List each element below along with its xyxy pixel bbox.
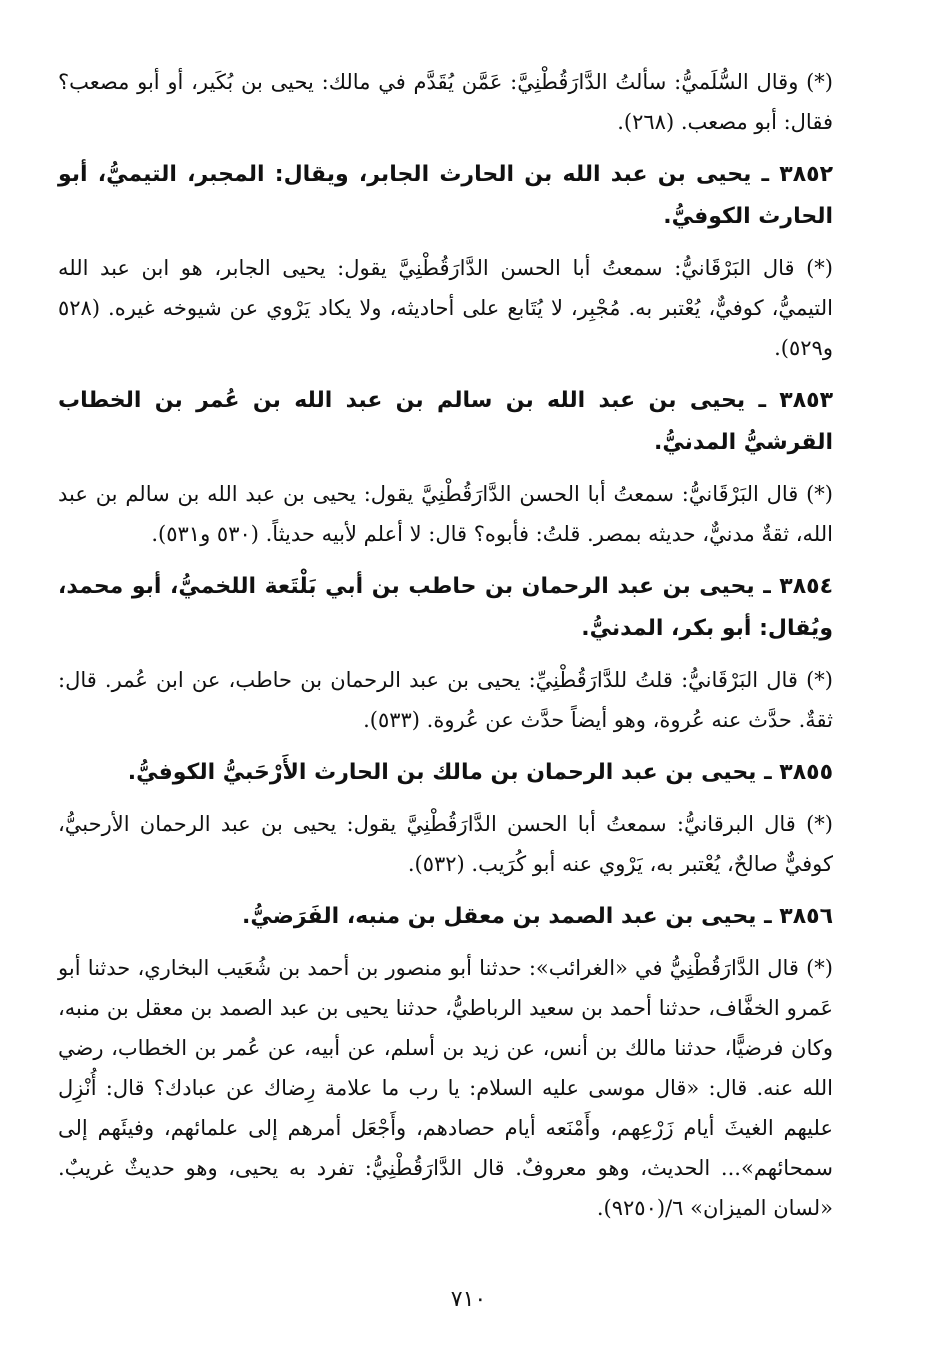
entry-heading: ٣٨٥٤ ـ يحيى بن عبد الرحمان بن حاطب بن أبي بَلْتَعة اللخميُّ، أبو محمد، ويُقال: أبو بكر، المدنيُّ.	[58, 574, 833, 641]
entry-text: (*) قال البرقانيُّ: سمعتُ أبا الحسن الدَّارَقُطْنِيَّ يقول: يحيى بن عبد الرحمان الأرحبيُّ، كوفيٌّ صالحٌ، يُعْتبر به، يَرْوي عنه أبو كُرَيب. (٥٣٢).	[58, 812, 833, 876]
entry-text: (*) قال الدَّارَقُطْنِيُّ في «الغرائب»: حدثنا أبو منصور بن أحمد بن شُعَيب البخاري، حدثنا أبو عَمرو الخفَّاف، حدثنا أحمد بن سعيد الرباطيُّ، حدثنا يحيى بن عبد الصمد بن معقل بن منبه، وكان فرضيًّا، حدثنا مالك بن أنس، عن زيد بن أسلم، عن أبيه، عن عُمر بن الخطاب، رضي الله عنه. قال: «قال موسى عليه السلام: يا رب ما علامة رِضاك عن عبادك؟ قال: أُنْزِل عليهم الغيثَ أيام زَرْعِهم، وأَمْنَعه أيام حصادهم، وأَجْعَل أمرهم إلى علمائهم، وفيئَهم إلى سمحائهم»... الحديث، وهو معروفٌ. قال الدَّارَقُطْنِيُّ: تفرد به يحيى، وهو حديثٌ غريبٌ. «لسان الميزان» ٦/(٩٢٥٠).	[58, 956, 833, 1220]
entry-heading: ٣٨٥٦ ـ يحيى بن عبد الصمد بن معقل بن منبه، الفَرَضيُّ.	[242, 904, 833, 929]
entry-text: (*) قال البَرْقَانيُّ: سمعتُ أبا الحسن الدَّارَقُطْنِيَّ يقول: يحيى الجابر، هو ابن عبد الله التيميُّ، كوفيٌّ، يُعْتبر به. مُجْبِر، لا يُتَابع على أحاديثه، ولا يكاد يَرْوي عن شيوخه غيره. (٥٢٨ و٥٢٩).	[58, 256, 833, 360]
entry-heading: ٣٨٥٢ ـ يحيى بن عبد الله بن الحارث الجابر، ويقال: المجبر، التيميُّ، أبو الحارث الكوفيُّ.	[58, 162, 833, 229]
entry-text: (*) قال البَرْقَانيُّ: سمعتُ أبا الحسن الدَّارَقُطْنِيَّ يقول: يحيى بن عبد الله بن سالم بن عبد الله، ثقةٌ مدنيٌّ، حديثه بمصر. قلتُ: فأبوه؟ قال: لا أعلم لأبيه حديثاً. (٥٣٠ و٥٣١).	[58, 482, 833, 546]
entry-text: (*) وقال السُّلَميُّ: سألتُ الدَّارَقُطْنِيَّ: عَمَّن يُقَدَّم في مالك: يحيى بن بُكَير، أو أبو مصعب؟ فقال: أبو مصعب. (٢٦٨).	[58, 70, 833, 134]
page-number: ٧١٠	[450, 1287, 487, 1312]
entry-heading: ٣٨٥٥ ـ يحيى بن عبد الرحمان بن مالك بن الحارث الأَرْحَبيُّ الكوفيُّ.	[127, 760, 833, 785]
entry-heading: ٣٨٥٣ ـ يحيى بن عبد الله بن سالم بن عبد الله بن عُمر بن الخطاب القرشيُّ المدنيُّ.	[58, 388, 833, 455]
page-body	[58, 62, 833, 1240]
entry-text: (*) قال البَرْقَانيُّ: قلتُ للدَّارَقُطْنِيِّ: يحيى بن عبد الرحمان بن حاطب، عن ابن عُمر. قال: ثقةٌ. حدَّث عنه عُروة، وهو أيضاً حدَّث عن عُروة. (٥٣٣).	[58, 668, 833, 732]
